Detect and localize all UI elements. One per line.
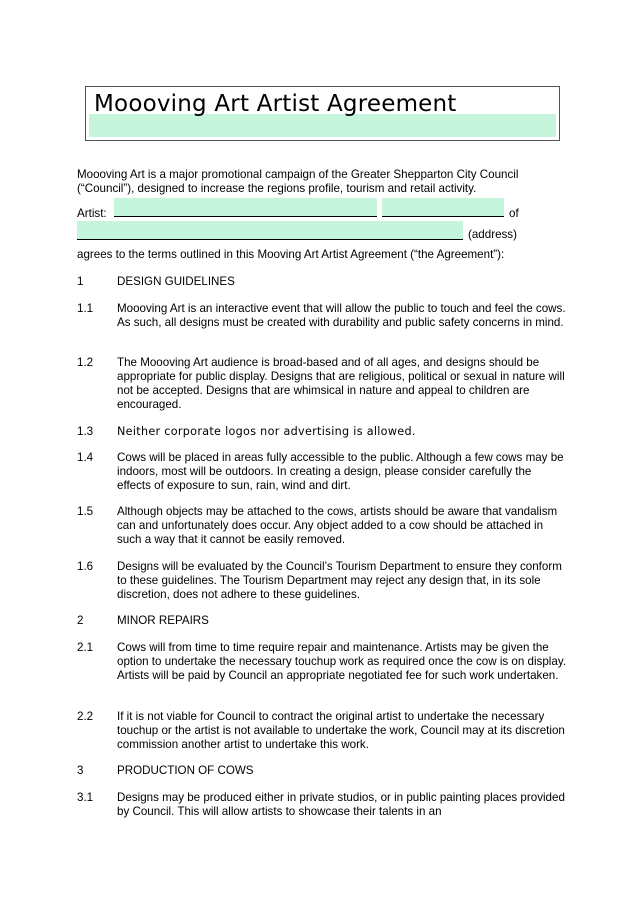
clause-number: 3.1 [77, 791, 94, 804]
clause-number: 1.1 [77, 302, 94, 315]
title-highlight [89, 114, 556, 137]
clause-number: 2.2 [77, 710, 94, 723]
clause-number: 1.5 [77, 505, 94, 518]
address-field[interactable] [77, 221, 463, 240]
section-number: 2 [77, 614, 84, 627]
clause-text: Designs may be produced either in private studios, or in public painting places provided by Council. This will allow artists to showcase their talents in an [117, 791, 565, 818]
title-box [85, 86, 560, 141]
document-title: Moooving Art Artist Agreement [94, 91, 457, 117]
intro-paragraph: Moooving Art is a major promotional campaign of the Greater Shepparton City Council (“Council”), designed to increase the regions profile, tourism and retail activity. [77, 168, 519, 195]
clause-number: 1.2 [77, 356, 94, 369]
section-heading: DESIGN GUIDELINES [117, 275, 235, 288]
section-heading: MINOR REPAIRS [117, 614, 209, 627]
section-heading: PRODUCTION OF COWS [117, 764, 254, 777]
clause-text: Moooving Art is an interactive event that will allow the public to touch and feel the cows. As such, all designs must be created with durability and public safety concerns in mind. [117, 302, 566, 329]
artist-name-field[interactable] [114, 198, 377, 217]
clause-number: 1.4 [77, 451, 94, 464]
artist-label: Artist: [77, 207, 107, 220]
clause-text: The Moooving Art audience is broad-based and of all ages, and designs should be appropriate for public display. Designs that are religious, political or sexual in nature will not be accepted. Designs that are whimsical in nature and appeal to children are encouraged. [117, 356, 565, 411]
clause-text: If it is not viable for Council to contract the original artist to undertake the necessary touchup or the artist is not available to undertake the work, Council may at its discretion commission another artist to undertake this work. [117, 710, 565, 751]
section-number: 3 [77, 764, 84, 777]
clause-number: 1.6 [77, 560, 94, 573]
clause-number: 2.1 [77, 641, 94, 654]
section-number: 1 [77, 275, 84, 288]
agrees-paragraph: agrees to the terms outlined in this Mooving Art Artist Agreement (“the Agreement”): [77, 248, 505, 261]
clause-text: Although objects may be attached to the cows, artists should be aware that vandalism can and unfortunately does occur. Any object added to a cow should be attached in such a way that it cannot be easily removed. [117, 505, 558, 546]
clause-number: 1.3 [77, 425, 94, 438]
clause-text: Cows will be placed in areas fully accessible to the public. Although a few cows may be indoors, most will be outdoors. In creating a design, please consider carefully the effects of exposure to sun, rain, wind and dirt. [117, 451, 564, 492]
address-label: (address) [468, 228, 517, 241]
artist-name-field-2[interactable] [382, 198, 504, 217]
clause-text: Designs will be evaluated by the Council’s Tourism Department to ensure they conform to these guidelines. The Tourism Department may reject any design that, in its sole discretion, does not adhere to these guidelines. [117, 560, 562, 601]
clause-text: Neither corporate logos nor advertising is allowed. [117, 425, 416, 438]
clause-text: Cows will from time to time require repair and maintenance. Artists may be given the option to undertake the necessary touchup work as required once the cow is on display. Artists will be paid by Council an appropriate negotiated fee for such work undertaken. [117, 641, 566, 682]
of-label: of [509, 207, 519, 220]
